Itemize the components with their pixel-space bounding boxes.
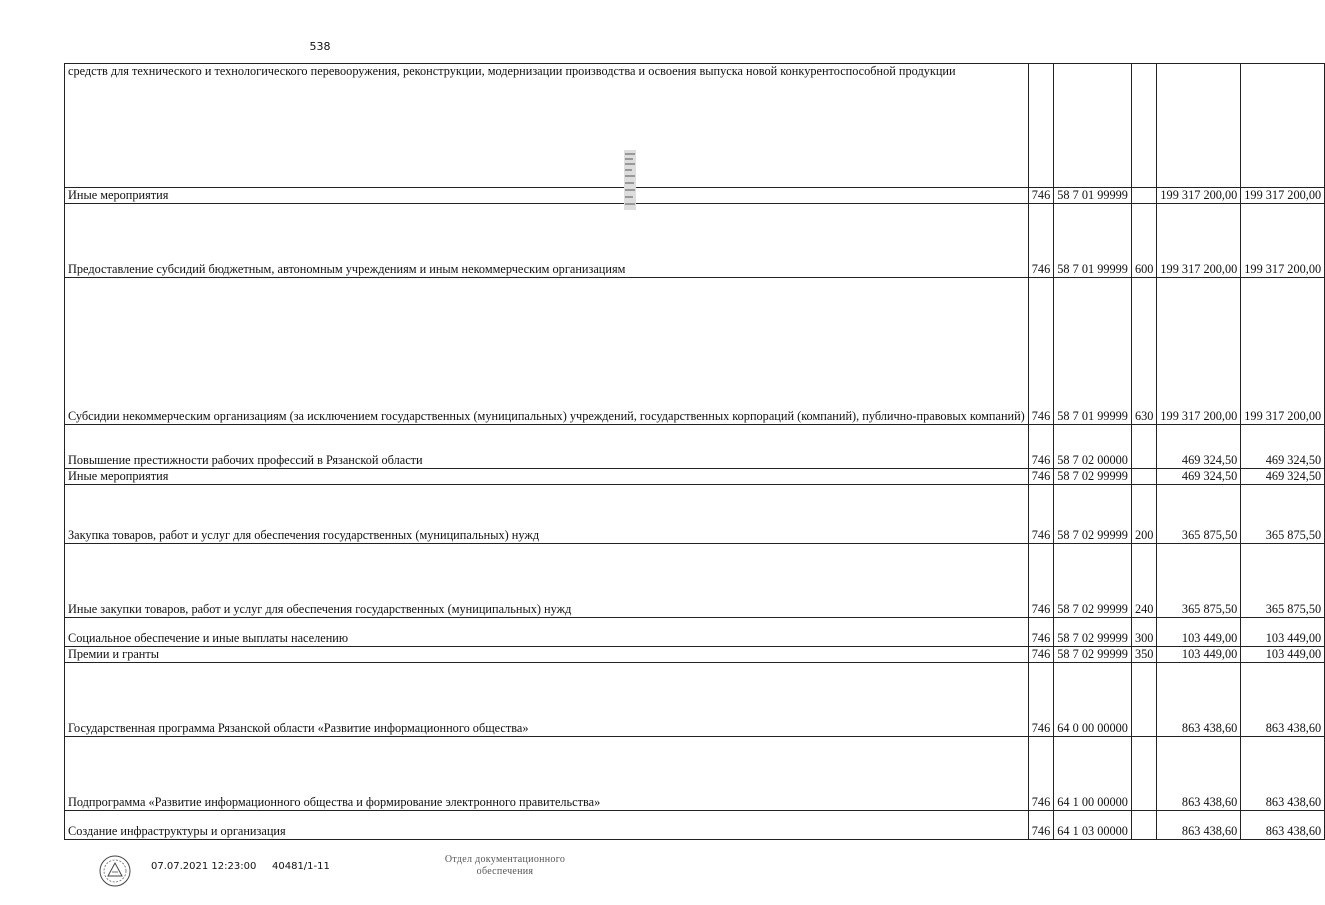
row-sum-1: 103 449,00 (1157, 647, 1241, 663)
row-sum-2: 863 438,60 (1241, 811, 1325, 840)
row-csr: 58 7 01 99999 (1054, 188, 1132, 204)
row-sum-1: 365 875,50 (1157, 485, 1241, 544)
row-name: Иные мероприятия (65, 188, 1029, 204)
table-row (65, 663, 1325, 737)
row-ministry: 746 (1028, 737, 1053, 811)
row-csr: 64 1 00 00000 (1054, 737, 1132, 811)
row-name: Создание инфраструктуры и организация (65, 811, 1029, 840)
page-number: 538 (309, 40, 331, 53)
row-vr (1131, 811, 1156, 840)
row-csr: 58 7 02 99999 (1054, 485, 1132, 544)
footer-reg-number: 40481/1-11 (272, 861, 330, 872)
row-sum-2 (1241, 64, 1325, 188)
row-ministry: 746 (1028, 663, 1053, 737)
row-vr: 300 (1131, 618, 1156, 647)
row-sum-2: 863 438,60 (1241, 737, 1325, 811)
row-sum-2: 469 324,50 (1241, 469, 1325, 485)
row-ministry: 746 (1028, 647, 1053, 663)
row-csr: 58 7 02 99999 (1054, 469, 1132, 485)
row-sum-1: 365 875,50 (1157, 544, 1241, 618)
row-csr: 58 7 02 99999 (1054, 647, 1132, 663)
row-vr (1131, 737, 1156, 811)
row-name: Предоставление субсидий бюджетным, автономным учреждениям и иным некоммерческим организациям (65, 204, 1029, 278)
footer-department-line1: Отдел документационного (444, 854, 566, 865)
table-row (65, 544, 1325, 618)
row-name: Государственная программа Рязанской области «Развитие информационного общества» (65, 663, 1029, 737)
row-name: Закупка товаров, работ и услуг для обеспечения государственных (муниципальных) нужд (65, 485, 1029, 544)
row-sum-1: 469 324,50 (1157, 425, 1241, 469)
row-vr: 630 (1131, 278, 1156, 425)
row-sum-2: 365 875,50 (1241, 485, 1325, 544)
row-name: Иные закупки товаров, работ и услуг для обеспечения государственных (муниципальных) нужд (65, 544, 1029, 618)
row-name: Иные мероприятия (65, 469, 1029, 485)
footer-datetime: 07.07.2021 12:23:00 (151, 861, 257, 872)
row-sum-2: 863 438,60 (1241, 663, 1325, 737)
table-row (65, 64, 1325, 188)
row-name: Повышение престижности рабочих профессий в Рязанской области (65, 425, 1029, 469)
row-ministry: 746 (1028, 204, 1053, 278)
row-sum-1: 103 449,00 (1157, 618, 1241, 647)
table-row (65, 737, 1325, 811)
row-sum-1: 199 317 200,00 (1157, 188, 1241, 204)
table-row (65, 811, 1325, 840)
row-sum-2: 199 317 200,00 (1241, 278, 1325, 425)
row-ministry: 746 (1028, 544, 1053, 618)
row-vr: 240 (1131, 544, 1156, 618)
row-name: Премии и гранты (65, 647, 1029, 663)
row-sum-1: 863 438,60 (1157, 663, 1241, 737)
row-csr: 58 7 02 99999 (1054, 544, 1132, 618)
row-sum-1: 863 438,60 (1157, 737, 1241, 811)
table-row (65, 204, 1325, 278)
budget-table (64, 63, 1325, 840)
row-ministry (1028, 64, 1053, 188)
row-vr: 200 (1131, 485, 1156, 544)
row-sum-2: 365 875,50 (1241, 544, 1325, 618)
row-name: Субсидии некоммерческим организациям (за исключением государственных (муниципальных) учреждений, государственных корпораций (компаний), публично-правовых компаний) (65, 278, 1029, 425)
row-csr (1054, 64, 1132, 188)
row-csr: 58 7 02 00000 (1054, 425, 1132, 469)
row-ministry: 746 (1028, 188, 1053, 204)
row-vr (1131, 64, 1156, 188)
row-ministry: 746 (1028, 425, 1053, 469)
row-name: Социальное обеспечение и иные выплаты населению (65, 618, 1029, 647)
table-row (65, 425, 1325, 469)
table-row (65, 278, 1325, 425)
row-ministry: 746 (1028, 618, 1053, 647)
row-csr: 58 7 01 99999 (1054, 204, 1132, 278)
row-sum-2: 199 317 200,00 (1241, 204, 1325, 278)
row-csr: 64 1 03 00000 (1054, 811, 1132, 840)
table-row (65, 188, 1325, 204)
row-sum-2: 103 449,00 (1241, 618, 1325, 647)
row-ministry: 746 (1028, 278, 1053, 425)
emblem-seal-icon (98, 854, 132, 888)
row-sum-2: 469 324,50 (1241, 425, 1325, 469)
row-vr: 350 (1131, 647, 1156, 663)
row-sum-1: 199 317 200,00 (1157, 204, 1241, 278)
row-vr: 600 (1131, 204, 1156, 278)
row-csr: 58 7 02 99999 (1054, 618, 1132, 647)
footer-department (430, 854, 580, 878)
row-vr (1131, 188, 1156, 204)
row-ministry: 746 (1028, 811, 1053, 840)
row-ministry: 746 (1028, 485, 1053, 544)
row-ministry: 746 (1028, 469, 1053, 485)
row-csr: 58 7 01 99999 (1054, 278, 1132, 425)
row-sum-1 (1157, 64, 1241, 188)
table-row (65, 469, 1325, 485)
row-sum-1: 863 438,60 (1157, 811, 1241, 840)
table-row (65, 485, 1325, 544)
side-stamp-icon (622, 150, 638, 210)
row-sum-1: 469 324,50 (1157, 469, 1241, 485)
row-sum-2: 199 317 200,00 (1241, 188, 1325, 204)
row-csr: 64 0 00 00000 (1054, 663, 1132, 737)
table-row (65, 647, 1325, 663)
row-vr (1131, 469, 1156, 485)
row-sum-2: 103 449,00 (1241, 647, 1325, 663)
row-vr (1131, 425, 1156, 469)
row-sum-1: 199 317 200,00 (1157, 278, 1241, 425)
row-name: Подпрограмма «Развитие информационного общества и формирование электронного правительства» (65, 737, 1029, 811)
table-row (65, 618, 1325, 647)
row-name: средств для технического и технологического перевооружения, реконструкции, модернизации производства и освоения выпуска новой конкурентоспособной продукции (65, 64, 1029, 188)
row-vr (1131, 663, 1156, 737)
footer-department-line2: обеспечения (476, 866, 534, 877)
footer (0, 852, 640, 902)
